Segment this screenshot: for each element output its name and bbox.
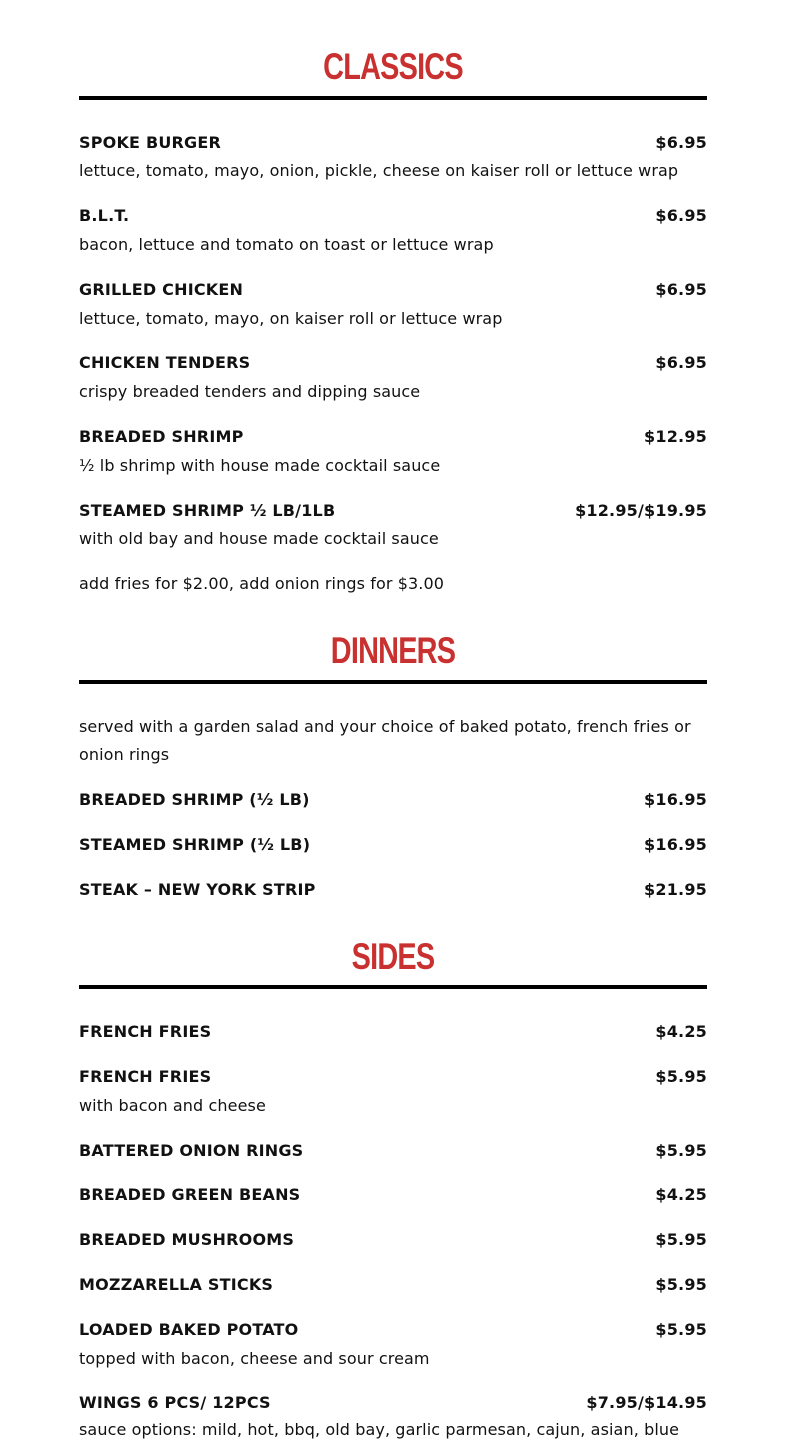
item-description: lettuce, tomato, mayo, on kaiser roll or lettuce wrap xyxy=(79,309,503,328)
item-name: BREADED SHRIMP xyxy=(79,427,244,446)
item-name: SPOKE BURGER xyxy=(79,133,222,152)
item-description: bacon, lettuce and tomato on toast or lettuce wrap xyxy=(79,235,494,254)
item-description: ½ lb shrimp with house made cocktail sauce xyxy=(79,456,441,475)
item-price: $5.95 xyxy=(655,1320,707,1339)
item-price: $21.95 xyxy=(644,880,707,899)
item-price: $7.95/$14.95 xyxy=(586,1393,707,1412)
item-price: $5.95 xyxy=(655,1067,707,1086)
item-price: $6.95 xyxy=(655,133,707,152)
menu-item-row xyxy=(79,835,707,855)
item-name: BREADED MUSHROOMS xyxy=(79,1230,295,1249)
menu-item-row xyxy=(79,1230,707,1250)
item-name: STEAMED SHRIMP (½ LB) xyxy=(79,835,311,854)
menu-item-row xyxy=(79,1022,707,1042)
item-price: $6.95 xyxy=(655,206,707,225)
menu-item-row xyxy=(79,1141,707,1161)
item-name: WINGS 6 PCS/ 12PCS xyxy=(79,1393,271,1412)
section-divider xyxy=(79,680,707,684)
item-price: $12.95/$19.95 xyxy=(575,501,707,520)
item-description: with bacon and cheese xyxy=(79,1096,266,1115)
item-name: BREADED GREEN BEANS xyxy=(79,1185,301,1204)
menu-item-row xyxy=(79,1393,707,1413)
item-name: STEAMED SHRIMP ½ LB/1LB xyxy=(79,501,336,520)
item-price: $12.95 xyxy=(644,427,707,446)
menu-item-row xyxy=(79,1275,707,1295)
menu-item-row xyxy=(79,880,707,900)
section-divider xyxy=(79,96,707,100)
section-title-sides: SIDES xyxy=(351,936,435,977)
item-price: $5.95 xyxy=(655,1230,707,1249)
menu-item-row xyxy=(79,206,707,226)
item-name: BREADED SHRIMP (½ LB) xyxy=(79,790,310,809)
section-divider xyxy=(79,985,707,989)
menu-item-row xyxy=(79,501,707,521)
menu-item-row xyxy=(79,1320,707,1340)
item-name: FRENCH FRIES xyxy=(79,1067,212,1086)
menu-item-row xyxy=(79,280,707,300)
item-name: MOZZARELLA STICKS xyxy=(79,1275,274,1294)
item-price: $5.95 xyxy=(655,1141,707,1160)
item-price: $4.25 xyxy=(655,1022,707,1041)
item-price: $16.95 xyxy=(644,790,707,809)
menu-item-row xyxy=(79,427,707,447)
item-price: $4.25 xyxy=(655,1185,707,1204)
item-description: sauce options: mild, hot, bbq, old bay, garlic parmesan, cajun, asian, blue xyxy=(79,1420,680,1439)
item-name: STEAK – NEW YORK STRIP xyxy=(79,880,316,899)
section-title-dinners: DINNERS xyxy=(330,630,456,671)
item-price: $6.95 xyxy=(655,353,707,372)
item-name: BATTERED ONION RINGS xyxy=(79,1141,304,1160)
item-name: GRILLED CHICKEN xyxy=(79,280,244,299)
item-description: lettuce, tomato, mayo, onion, pickle, cheese on kaiser roll or lettuce wrap xyxy=(79,161,679,180)
dinners-intro: served with a garden salad and your choice of baked potato, french fries or onion rings xyxy=(79,717,691,764)
item-name: B.L.T. xyxy=(79,206,130,225)
item-description: with old bay and house made cocktail sauce xyxy=(79,529,439,548)
menu-item-row xyxy=(79,133,707,153)
item-name: CHICKEN TENDERS xyxy=(79,353,251,372)
item-description: topped with bacon, cheese and sour cream xyxy=(79,1349,430,1368)
item-name: LOADED BAKED POTATO xyxy=(79,1320,299,1339)
item-price: $5.95 xyxy=(655,1275,707,1294)
item-price: $16.95 xyxy=(644,835,707,854)
section-title-classics: CLASSICS xyxy=(323,46,463,87)
menu-item-row xyxy=(79,353,707,373)
item-description: crispy breaded tenders and dipping sauce xyxy=(79,382,421,401)
menu-item-row xyxy=(79,790,707,810)
classics-note: add fries for $2.00, add onion rings for $3.00 xyxy=(79,574,445,593)
item-name: FRENCH FRIES xyxy=(79,1022,212,1041)
menu-item-row xyxy=(79,1185,707,1205)
item-price: $6.95 xyxy=(655,280,707,299)
menu-item-row xyxy=(79,1067,707,1087)
